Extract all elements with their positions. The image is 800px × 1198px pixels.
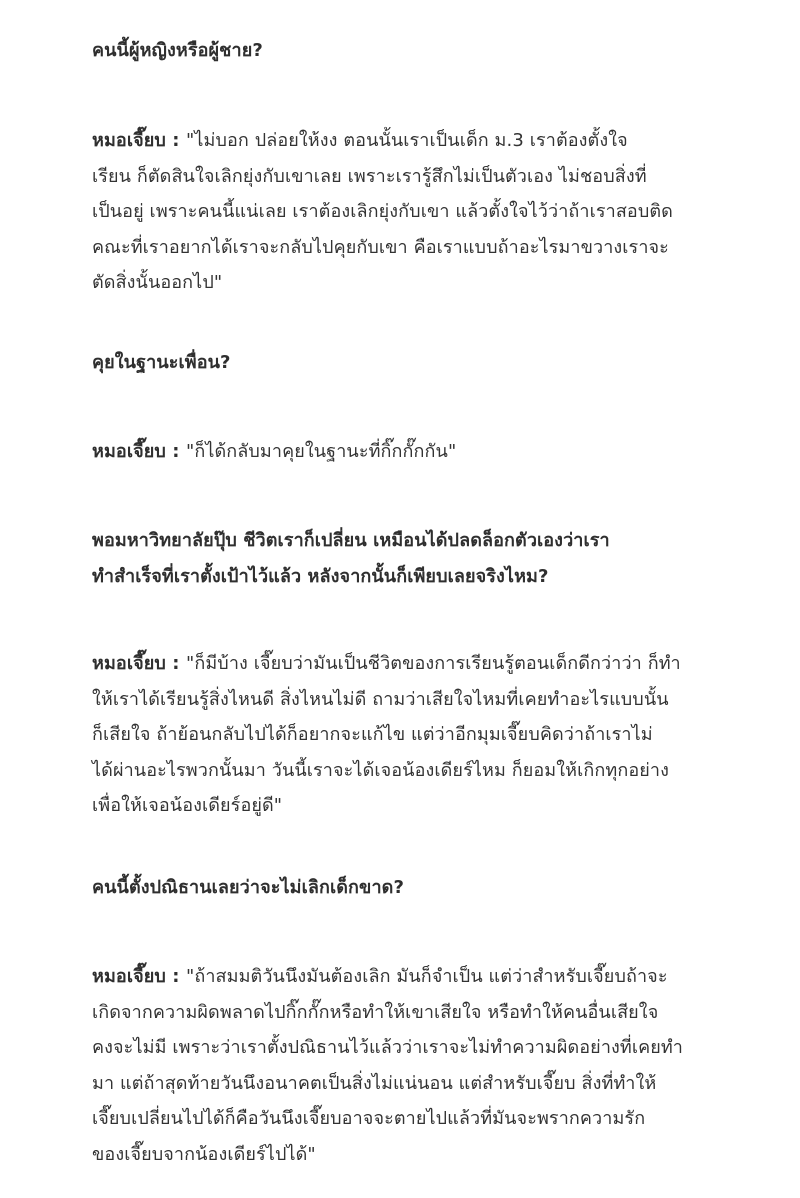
question-line: ทำสำเร็จที่เราตั้งเป้าไว้แล้ว หลังจากนั้นก็เพียบเลยจริงไหม? [92, 565, 549, 587]
answer-line: เรียน ก็ตัดสินใจเลิกยุ่งกับเขาเลย เพราะเรารู้สึกไม่เป็นตัวเอง ไม่ชอบสิ่งที่ [92, 165, 647, 187]
answer-4 [92, 959, 742, 1172]
answer-line: คณะที่เราอยากได้เราจะกลับไปคุยกับเขา คือเราแบบถ้าอะไรมาขวางเราจะ [92, 236, 669, 258]
answer-1 [92, 123, 742, 301]
question-line: คนนี้ผู้หญิงหรือผู้ชาย? [92, 40, 263, 61]
question-line: พอมหาวิทยาลัยปุ๊บ ชีวิตเราก็เปลี่ยน เหมือนได้ปลดล็อกตัวเองว่าเรา [92, 530, 610, 551]
answer-line: "ไม่บอก ปล่อยให้งง ตอนนั้นเราเป็นเด็ก ม.3 เราต้องตั้งใจ [185, 130, 628, 151]
speaker-label: หมอเจี๊ยบ : [92, 966, 186, 987]
question-4 [92, 870, 742, 906]
answer-2 [92, 434, 742, 470]
answer-line: ก็เสียใจ ถ้าย้อนกลับไปได้ก็อยากจะแก้ไข แต่ว่าอีกมุมเจี๊ยบคิดว่าถ้าเราไม่ [92, 724, 653, 745]
question-2 [92, 345, 742, 381]
answer-3 [92, 646, 742, 824]
answer-line: เกิดจากความผิดพลาดไปกิ๊กกั๊กหรือทำให้เขาเสียใจ หรือทำให้คนอื่นเสียใจ [92, 1001, 659, 1023]
question-3 [92, 523, 742, 594]
answer-line: "ถ้าสมมติวันนึงมันต้องเลิก มันก็จำเป็น แต่ว่าสำหรับเจี๊ยบถ้าจะ [185, 966, 668, 987]
question-1 [92, 33, 742, 69]
speaker-label: หมอเจี๊ยบ : [92, 130, 186, 151]
answer-line: "ก็มีบ้าง เจี๊ยบว่ามันเป็นชีวิตของการเรียนรู้ตอนเด็กดีกว่าว่า ก็ทำ [185, 653, 681, 674]
question-line: คุยในฐานะเพื่อน? [92, 352, 231, 373]
answer-line: ให้เราได้เรียนรู้สิ่งไหนดี สิ่งไหนไม่ดี ถามว่าเสียใจไหมที่เคยทำอะไรแบบนั้น [92, 688, 669, 710]
answer-line: ของเจี๊ยบจากน้องเดียร์ไปได้" [92, 1143, 316, 1165]
answer-line: เป็นอยู่ เพราะคนนี้แน่เลย เราต้องเลิกยุ่งกับเขา แล้วตั้งใจไว้ว่าถ้าเราสอบติด [92, 201, 673, 222]
answer-line: ตัดสิ่งนั้นออกไป" [92, 272, 223, 293]
speaker-label: หมอเจี๊ยบ : [92, 441, 186, 462]
answer-line: คงจะไม่มี เพราะว่าเราตั้งปณิธานไว้แล้วว่าเราจะไม่ทำความผิดอย่างที่เคยทำ [92, 1037, 683, 1058]
answer-line: เพื่อให้เจอน้องเดียร์อยู่ดี" [92, 795, 283, 816]
answer-line: มา แต่ถ้าสุดท้ายวันนึงอนาคตเป็นสิ่งไม่แน่นอน แต่สำหรับเจี๊ยบ สิ่งที่ทำให้ [92, 1072, 657, 1094]
answer-line: ได้ผ่านอะไรพวกนั้นมา วันนี้เราจะได้เจอน้องเดียร์ไหม ก็ยอมให้เกิกทุกอย่าง [92, 759, 669, 781]
speaker-label: หมอเจี๊ยบ : [92, 653, 186, 674]
question-line: คนนี้ตั้งปณิธานเลยว่าจะไม่เลิกเด็กขาด? [92, 877, 404, 898]
answer-line: "ก็ได้กลับมาคุยในฐานะที่กิ๊กกั๊กกัน" [185, 441, 457, 462]
answer-line: เจี๊ยบเปลี่ยนไปได้ก็คือวันนึงเจี๊ยบอาจจะตายไปแล้วที่มันจะพรากความรัก [92, 1108, 646, 1129]
